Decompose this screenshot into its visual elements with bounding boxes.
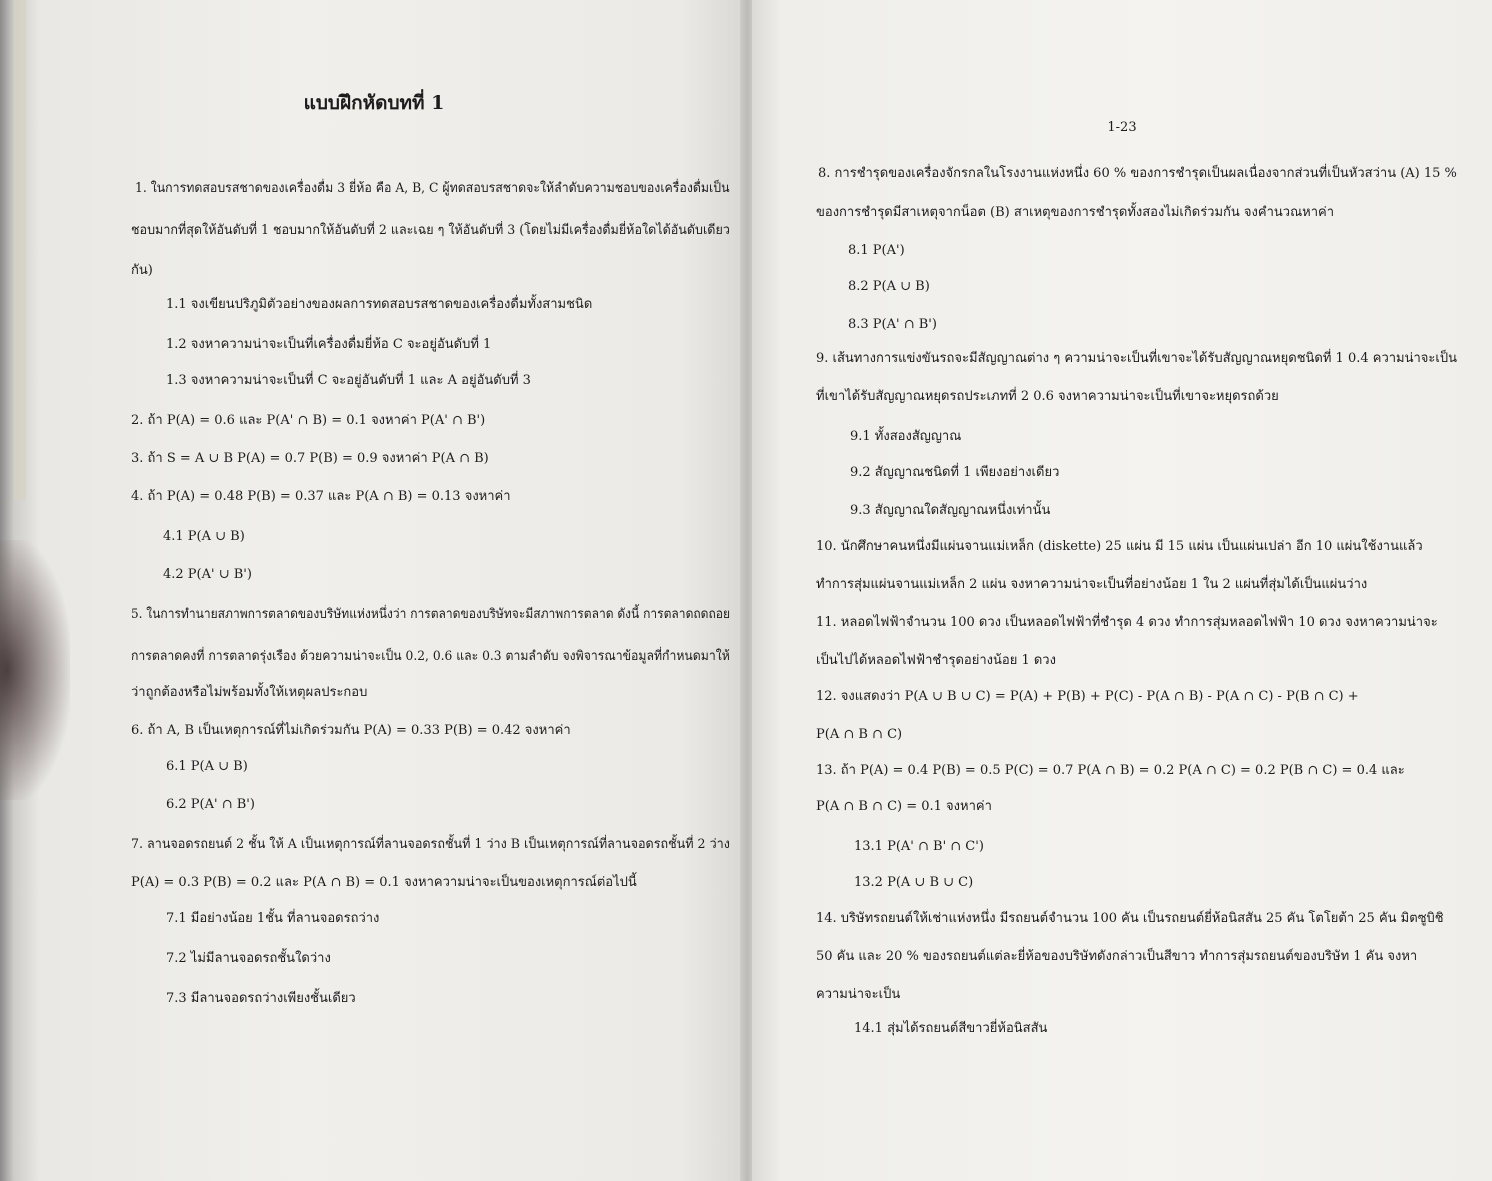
text-line: 6. ถ้า A, B เป็นเหตุการณ์ที่ไม่เกิดร่วมกัน P(A) = 0.33 P(B) = 0.42 จงหาค่า [131,723,571,738]
text-line: 9.1 ทั้งสองสัญญาณ [850,429,962,444]
text-line: ว่าถูกต้องหรือไม่พร้อมทั้งให้เหตุผลประกอบ [131,685,368,700]
text-line: 4. ถ้า P(A) = 0.48 P(B) = 0.37 และ P(A ∩ B) = 0.13 จงหาค่า [131,489,511,504]
page-tab [14,0,26,500]
text-line: 8.1 P(A') [848,243,905,258]
right-page [752,0,1492,1181]
text-line: 5. ในการทำนายสภาพการตลาดของบริษัทแห่งหนึ่งว่า การตลาดของบริษัทจะมีสภาพการตลาด ดังนี้ การตลาดถดถอย [131,607,731,622]
text-line: 3. ถ้า S = A ∪ B P(A) = 0.7 P(B) = 0.9 จงหาค่า P(A ∩ B) [131,451,489,466]
text-line: 9.2 สัญญาณชนิดที่ 1 เพียงอย่างเดียว [850,465,1060,480]
text-line: 1.3 จงหาความน่าจะเป็นที่ C จะอยู่อันดับที่ 1 และ A อยู่อันดับที่ 3 [166,373,531,388]
text-line: ชอบมากที่สุดให้อันดับที่ 1 ชอบมากให้อันดับที่ 2 และเฉย ๆ ให้อันดับที่ 3 (โดยไม่มีเครื่องดื่มยี่ห้อใดได้อันดับเดียว [131,223,730,238]
text-line: 1.1 จงเขียนปริภูมิตัวอย่างของผลการทดสอบรสชาดของเครื่องดื่มทั้งสามชนิด [166,297,593,312]
text-line: ของการชำรุดมีสาเหตุจากน็อต (B) สาเหตุของการชำรุดทั้งสองไม่เกิดร่วมกัน จงคำนวณหาค่า [816,205,1335,220]
page-stain [0,540,70,800]
text-line: 4.1 P(A ∪ B) [163,529,245,544]
text-line: ความน่าจะเป็น [816,987,901,1002]
text-line: 10. นักศึกษาคนหนึ่งมีแผ่นจานแม่เหล็ก (diskette) 25 แผ่น มี 15 แผ่น เป็นแผ่นเปล่า อีก 10 แผ่นใช้งานแล้ว [816,539,1423,554]
text-line: 13.2 P(A ∪ B ∪ C) [854,875,974,890]
text-line: P(A) = 0.3 P(B) = 0.2 และ P(A ∩ B) = 0.1 จงหาความน่าจะเป็นของเหตุการณ์ต่อไปนี้ [131,875,637,890]
text-line: P(A ∩ B ∩ C) = 0.1 จงหาค่า [816,799,992,814]
text-line: กัน) [131,263,153,278]
text-line: ที่เขาได้รับสัญญาณหยุดรถประเภทที่ 2 0.6 จงหาความน่าจะเป็นที่เขาจะหยุดรถด้วย [816,389,1279,404]
text-line: 1.2 จงหาความน่าจะเป็นที่เครื่องดื่มยี่ห้อ C จะอยู่อันดับที่ 1 [166,337,492,352]
text-line: 1. ในการทดสอบรสชาดของเครื่องดื่ม 3 ยี่ห้อ คือ A, B, C ผู้ทดสอบรสชาดจะให้ลำดับความชอบของเครื่องดื่มเป็น [135,181,730,196]
text-line: 6.1 P(A ∪ B) [166,759,248,774]
text-line: 50 คัน และ 20 % ของรถยนต์แต่ละยี่ห้อของบริษัทดังกล่าวเป็นสีขาว ทำการสุ่มรถยนต์ของบริษัท 1 คัน จงหา [816,949,1418,964]
text-line: 7. ลานจอดรถยนต์ 2 ชั้น ให้ A เป็นเหตุการณ์ที่ลานจอดรถชั้นที่ 1 ว่าง B เป็นเหตุการณ์ที่ลานจอดรถชั้นที่ 2 ว่าง [131,837,730,852]
text-line: ทำการสุ่มแผ่นจานแม่เหล็ก 2 แผ่น จงหาความน่าจะเป็นที่อย่างน้อย 1 ใน 2 แผ่นที่สุ่มได้เป็นแผ่นว่าง [816,577,1368,592]
text-line: 7.3 มีลานจอดรถว่างเพียงชั้นเดียว [166,991,356,1006]
text-line: P(A ∩ B ∩ C) [816,727,903,742]
text-line: 14.1 สุ่มได้รถยนต์สีขาวยี่ห้อนิสสัน [854,1021,1048,1036]
text-line: 13.1 P(A' ∩ B' ∩ C') [854,839,984,854]
text-line: 14. บริษัทรถยนต์ให้เช่าแห่งหนึ่ง มีรถยนต์จำนวน 100 คัน เป็นรถยนต์ยี่ห้อนิสสัน 25 คัน โตโยต้า 25 คัน มิตซูบิชิ [816,911,1444,926]
text-line: 2. ถ้า P(A) = 0.6 และ P(A' ∩ B) = 0.1 จงหาค่า P(A' ∩ B') [131,413,486,428]
text-line: 7.2 ไม่มีลานจอดรถชั้นใดว่าง [166,951,331,966]
text-line: 11. หลอดไฟฟ้าจำนวน 100 ดวง เป็นหลอดไฟฟ้าที่ชำรุด 4 ดวง ทำการสุ่มหลอดไฟฟ้า 10 ดวง จงหาความน่าจะ [816,615,1438,630]
text-line: 8. การชำรุดของเครื่องจักรกลในโรงงานแห่งหนึ่ง 60 % ของการชำรุดเป็นผลเนื่องจากส่วนที่เป็นหัวสว่าน (A) 15 % [818,166,1457,181]
text-line: 7.1 มีอย่างน้อย 1ชั้น ที่ลานจอดรถว่าง [166,911,380,926]
text-line: 8.2 P(A ∪ B) [848,279,930,294]
text-line: 9.3 สัญญาณใดสัญญาณหนึ่งเท่านั้น [850,503,1051,518]
text-line: 6.2 P(A' ∩ B') [166,797,255,812]
text-line: 12. จงแสดงว่า P(A ∪ B ∪ C) = P(A) + P(B) + P(C) - P(A ∩ B) - P(A ∩ C) - P(B ∩ C) + [816,689,1359,704]
text-line: การตลาดคงที่ การตลาดรุ่งเรือง ด้วยความน่าจะเป็น 0.2, 0.6 และ 0.3 ตามลำดับ จงพิจารณาข้อมูลที่กำหนดมาให้ [131,649,730,664]
text-line: 13. ถ้า P(A) = 0.4 P(B) = 0.5 P(C) = 0.7 P(A ∩ B) = 0.2 P(A ∩ C) = 0.2 P(B ∩ C) = 0.4 และ [816,763,1405,778]
page-title: แบบฝึกหัดบทที่ 1 [303,92,445,114]
page-number: 1-23 [1107,120,1137,135]
text-line: 9. เส้นทางการแข่งขันรถจะมีสัญญาณต่าง ๆ ความน่าจะเป็นที่เขาจะได้รับสัญญาณหยุดชนิดที่ 1 0.4 ความน่าจะเป็น [816,351,1457,366]
text-line: 4.2 P(A' ∪ B') [163,567,252,582]
text-line: เป็นไปได้หลอดไฟฟ้าชำรุดอย่างน้อย 1 ดวง [816,653,1056,668]
text-line: 8.3 P(A' ∩ B') [848,317,937,332]
